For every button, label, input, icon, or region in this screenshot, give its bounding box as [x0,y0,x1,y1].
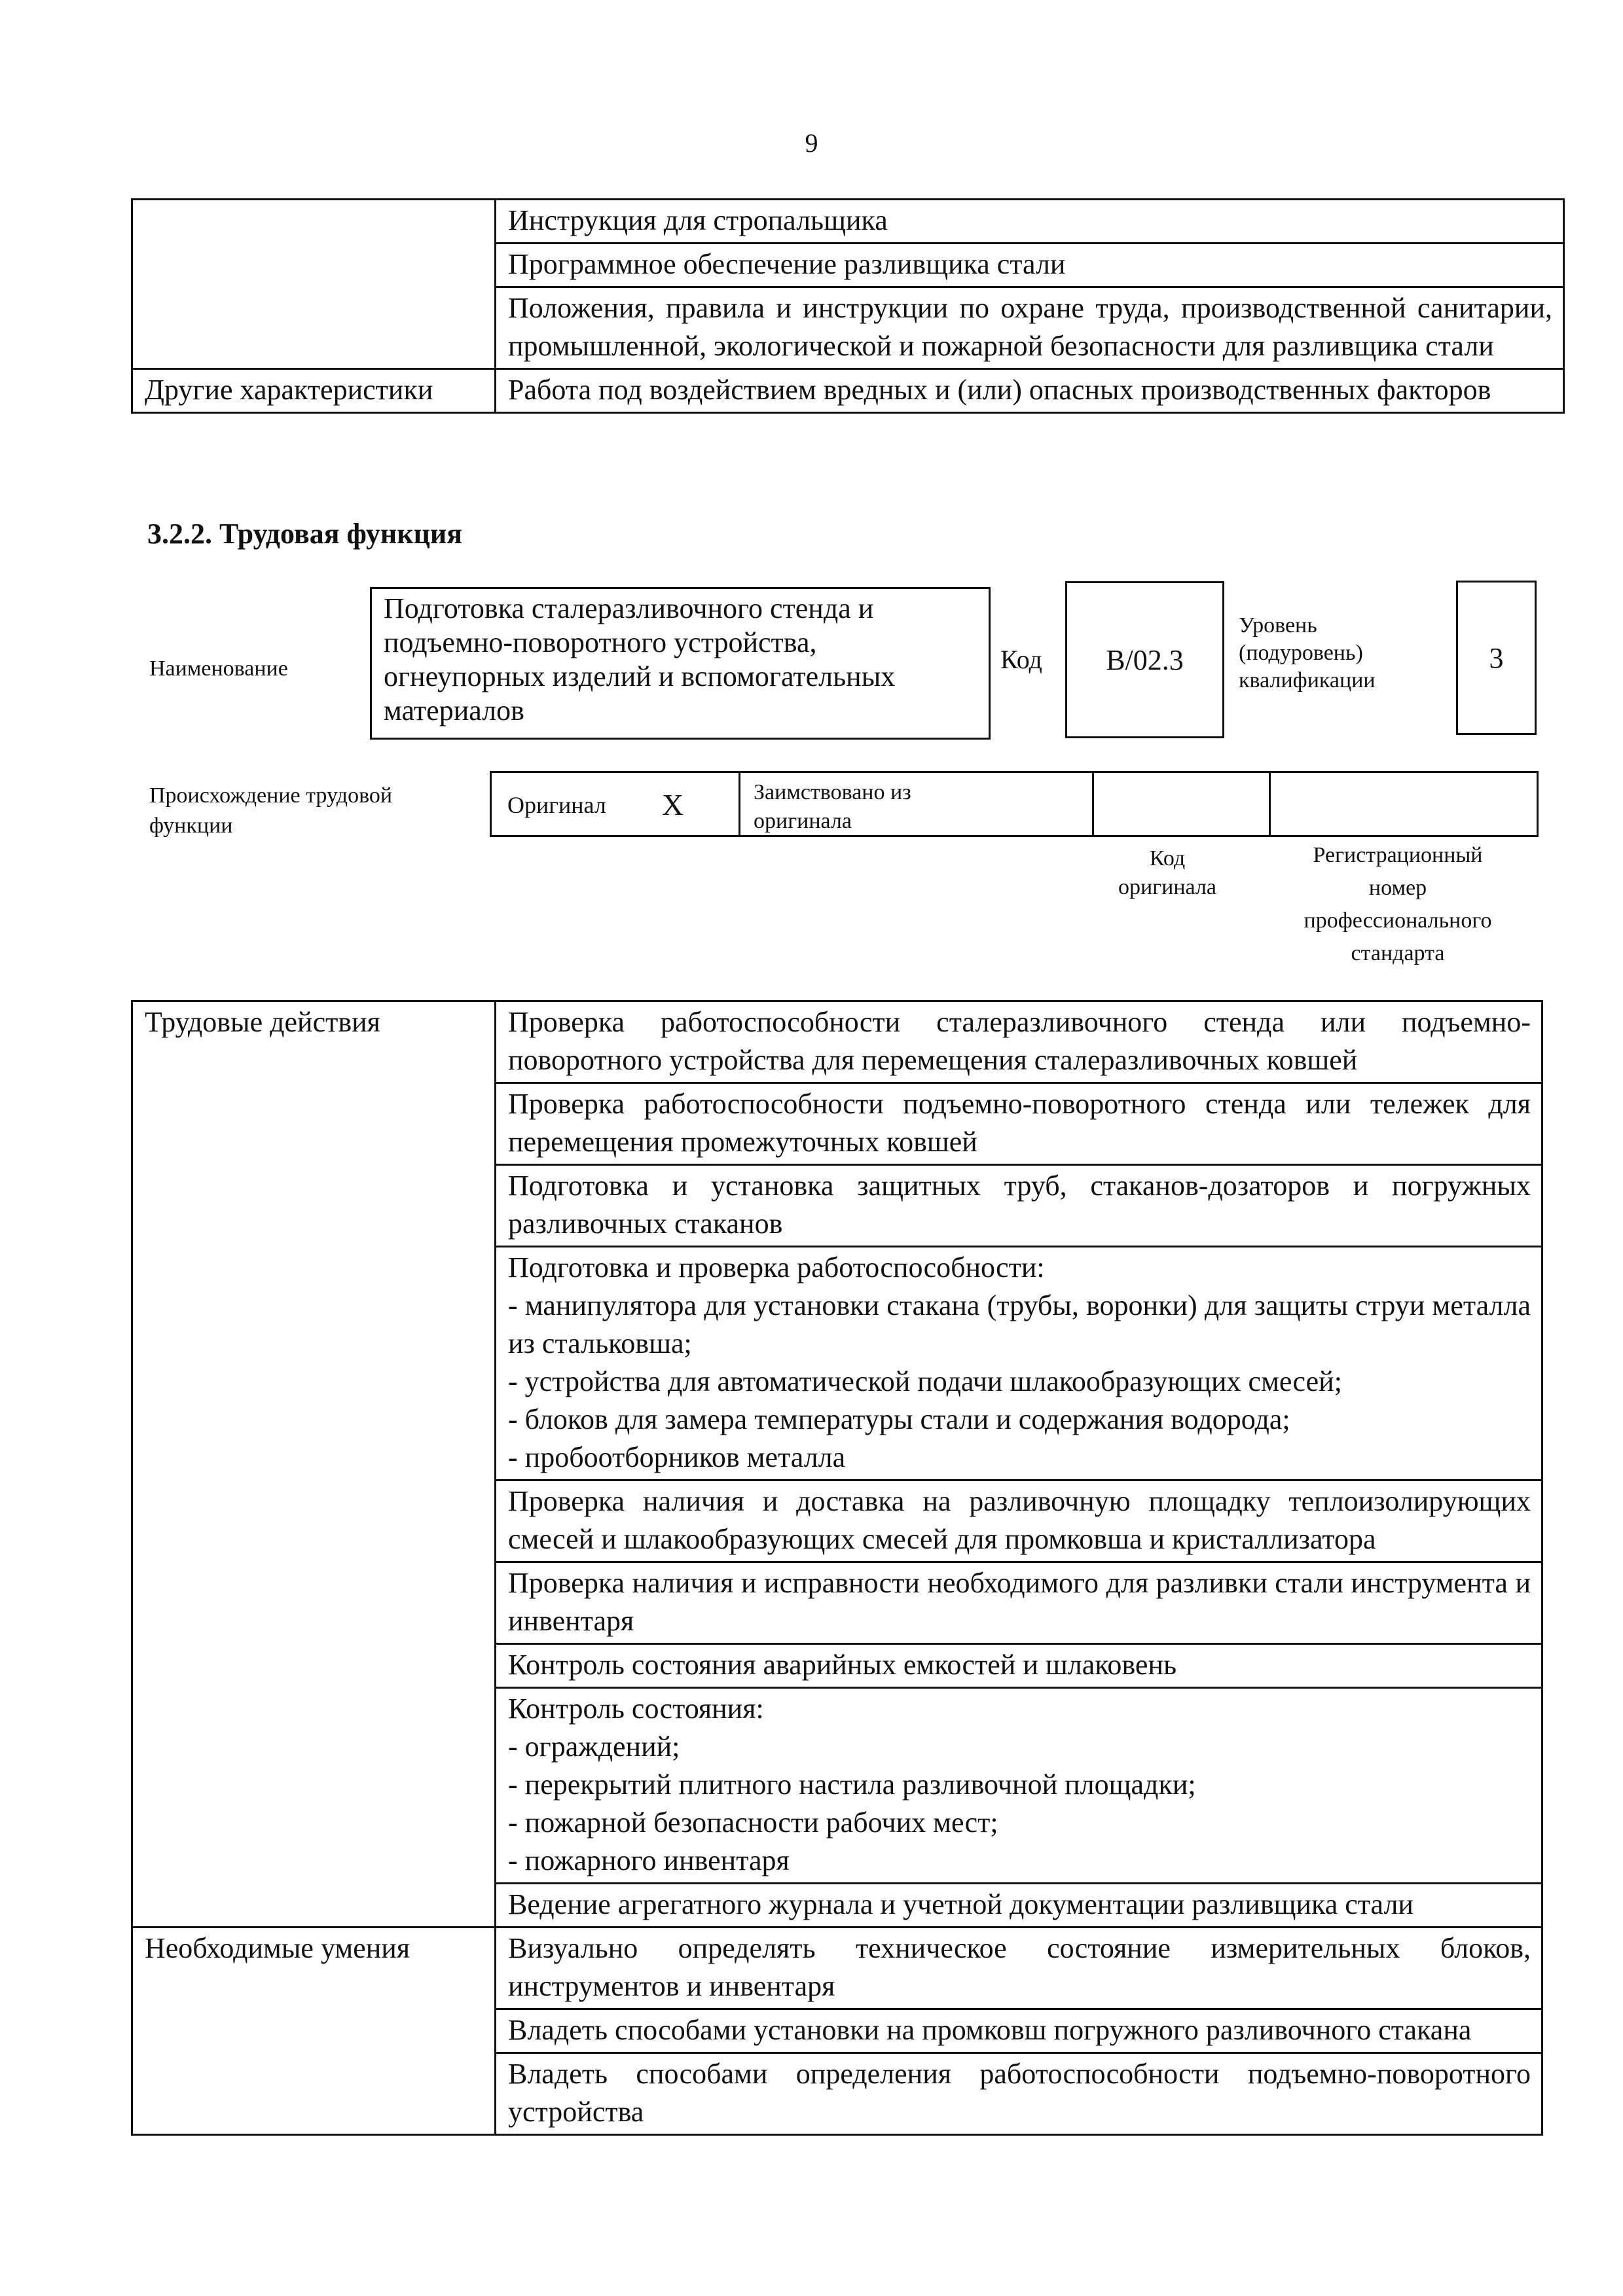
table-row [132,1928,1542,2009]
table-cell [496,1165,1542,1247]
cell-line: - пожарной безопасности рабочих мест; [508,1806,998,1839]
table-cell [496,1001,1542,1083]
row-label: Трудовые действия [132,1001,496,1928]
cell-line: Подготовка и проверка работоспособности: [508,1251,1045,1283]
cell-line: Положения, правила и инструкции по охране труда, производственной санитарии, промышленной, экологической и пожарной безопасности для разливщика стали [508,292,1552,362]
code-value: В/02.3 [1106,643,1184,676]
code-original-cell [1094,773,1271,835]
level-label [1239,612,1376,694]
reg-number-label [1264,839,1532,970]
cell-line: Проверка наличия и исправности необходимого для разливки стали инструмента и инвентаря [508,1567,1531,1637]
row-label: Необходимые умения [132,1928,496,2135]
table-cell [496,1688,1542,1884]
cell-line: Работа под воздействием вредных и (или) опасных производственных факторов [508,374,1491,406]
table-cell [496,287,1564,369]
level-label-line: Уровень [1239,613,1317,637]
table-cell [496,200,1564,243]
code-original-label-line: Код [1149,846,1186,870]
table-cell [496,2053,1542,2135]
original-label: Оригинал [507,792,606,818]
cell-line: - ограждений; [508,1731,680,1763]
original-mark: X [662,788,684,821]
reg-number-label-line: профессионального [1304,908,1492,933]
cell-line: Визуально определять техническое состояние измерительных блоков, инструментов и инвентаря [508,1932,1531,2002]
reg-number-cell [1271,773,1537,835]
reg-number-label-line: Регистрационный [1313,843,1483,867]
cell-line: Проверка наличия и доставка на разливочную площадку теплоизолирующих смесей и шлакообразующих смесей для промковша и кристаллизатора [508,1485,1531,1555]
row-label [132,200,496,369]
table-cell [496,2009,1542,2053]
code-value-box [1065,581,1224,738]
table-cell [496,1928,1542,2009]
table-row [132,1001,1542,1083]
reg-number-label-line: стандарта [1351,941,1445,965]
origin-row [490,771,1539,837]
level-label-line: квалификации [1239,668,1376,692]
level-value: 3 [1489,641,1504,674]
table-row [132,369,1564,413]
cell-line: - перекрытий плитного настила разливочной площадки; [508,1768,1196,1801]
table-cell [496,243,1564,287]
table-cell [496,369,1564,413]
name-value-box [370,587,991,740]
cell-line: Владеть способами определения работоспособности подъемно-поворотного устройства [508,2058,1531,2128]
original-cell [492,773,740,835]
cell-line: Ведение агрегатного журнала и учетной документации разливщика стали [508,1888,1413,1920]
cell-line: - устройства для автоматической подачи шлакообразующих смесей; [508,1365,1342,1397]
cell-line: Программное обеспечение разливщика стали [508,248,1066,280]
cell-line: Контроль состояния аварийных емкостей и шлаковень [508,1649,1177,1681]
reg-number-label-line: номер [1368,876,1427,900]
origin-label-line: Происхождение трудовой [149,783,393,808]
section-heading: 3.2.2. Трудовая функция [147,518,463,550]
main-table [131,1000,1543,2136]
cell-line: Подготовка и установка защитных труб, стаканов-дозаторов и погружных разливочных стаканов [508,1170,1531,1240]
cell-line: Проверка работоспособности подъемно-поворотного стенда или тележек для перемещения промежуточных ковшей [508,1088,1531,1158]
name-label: Наименование [149,656,288,681]
table-cell [496,1480,1542,1562]
row-label: Другие характеристики [132,369,496,413]
borrowed-label-line: Заимствовано из [754,780,911,804]
borrowed-label-line: оригинала [754,809,852,833]
cell-line: Проверка работоспособности сталеразливочного стенда или подъемно-поворотного устройства для перемещения сталеразливочных ковшей [508,1006,1531,1076]
cell-line: - блоков для замера температуры стали и содержания водорода; [508,1403,1290,1435]
level-label-line: (подуровень) [1239,641,1363,665]
cell-line: - пожарного инвентаря [508,1844,790,1876]
table-cell [496,1884,1542,1928]
cell-line: Инструкция для стропальщика [508,204,888,236]
cell-line: Контроль состояния: [508,1693,764,1725]
origin-label [149,781,392,841]
table-cell [496,1247,1542,1480]
table-cell [496,1083,1542,1165]
borrowed-label [754,778,911,836]
table-cell [496,1644,1542,1688]
cell-line: - манипулятора для установки стакана (трубы, воронки) для защиты струи металла из стальковша; [508,1289,1531,1359]
origin-label-line: функции [149,814,233,838]
table-cell [496,1562,1542,1644]
code-label: Код [1000,645,1042,674]
code-original-label [1092,844,1243,902]
level-value-box [1456,581,1537,735]
table-row [132,200,1564,243]
cell-line: - пробоотборников металла [508,1441,846,1473]
code-original-label-line: оригинала [1118,875,1216,899]
cell-line: Владеть способами установки на промковш погружного разливочного стакана [508,2014,1472,2046]
name-value: Подготовка сталеразливочного стенда и подъемно-поворотного устройства, огнеупорных изделий и вспомогательных материалов [384,592,896,726]
page-number: 9 [805,128,818,158]
top-table [131,198,1565,414]
borrowed-cell [740,773,1094,835]
